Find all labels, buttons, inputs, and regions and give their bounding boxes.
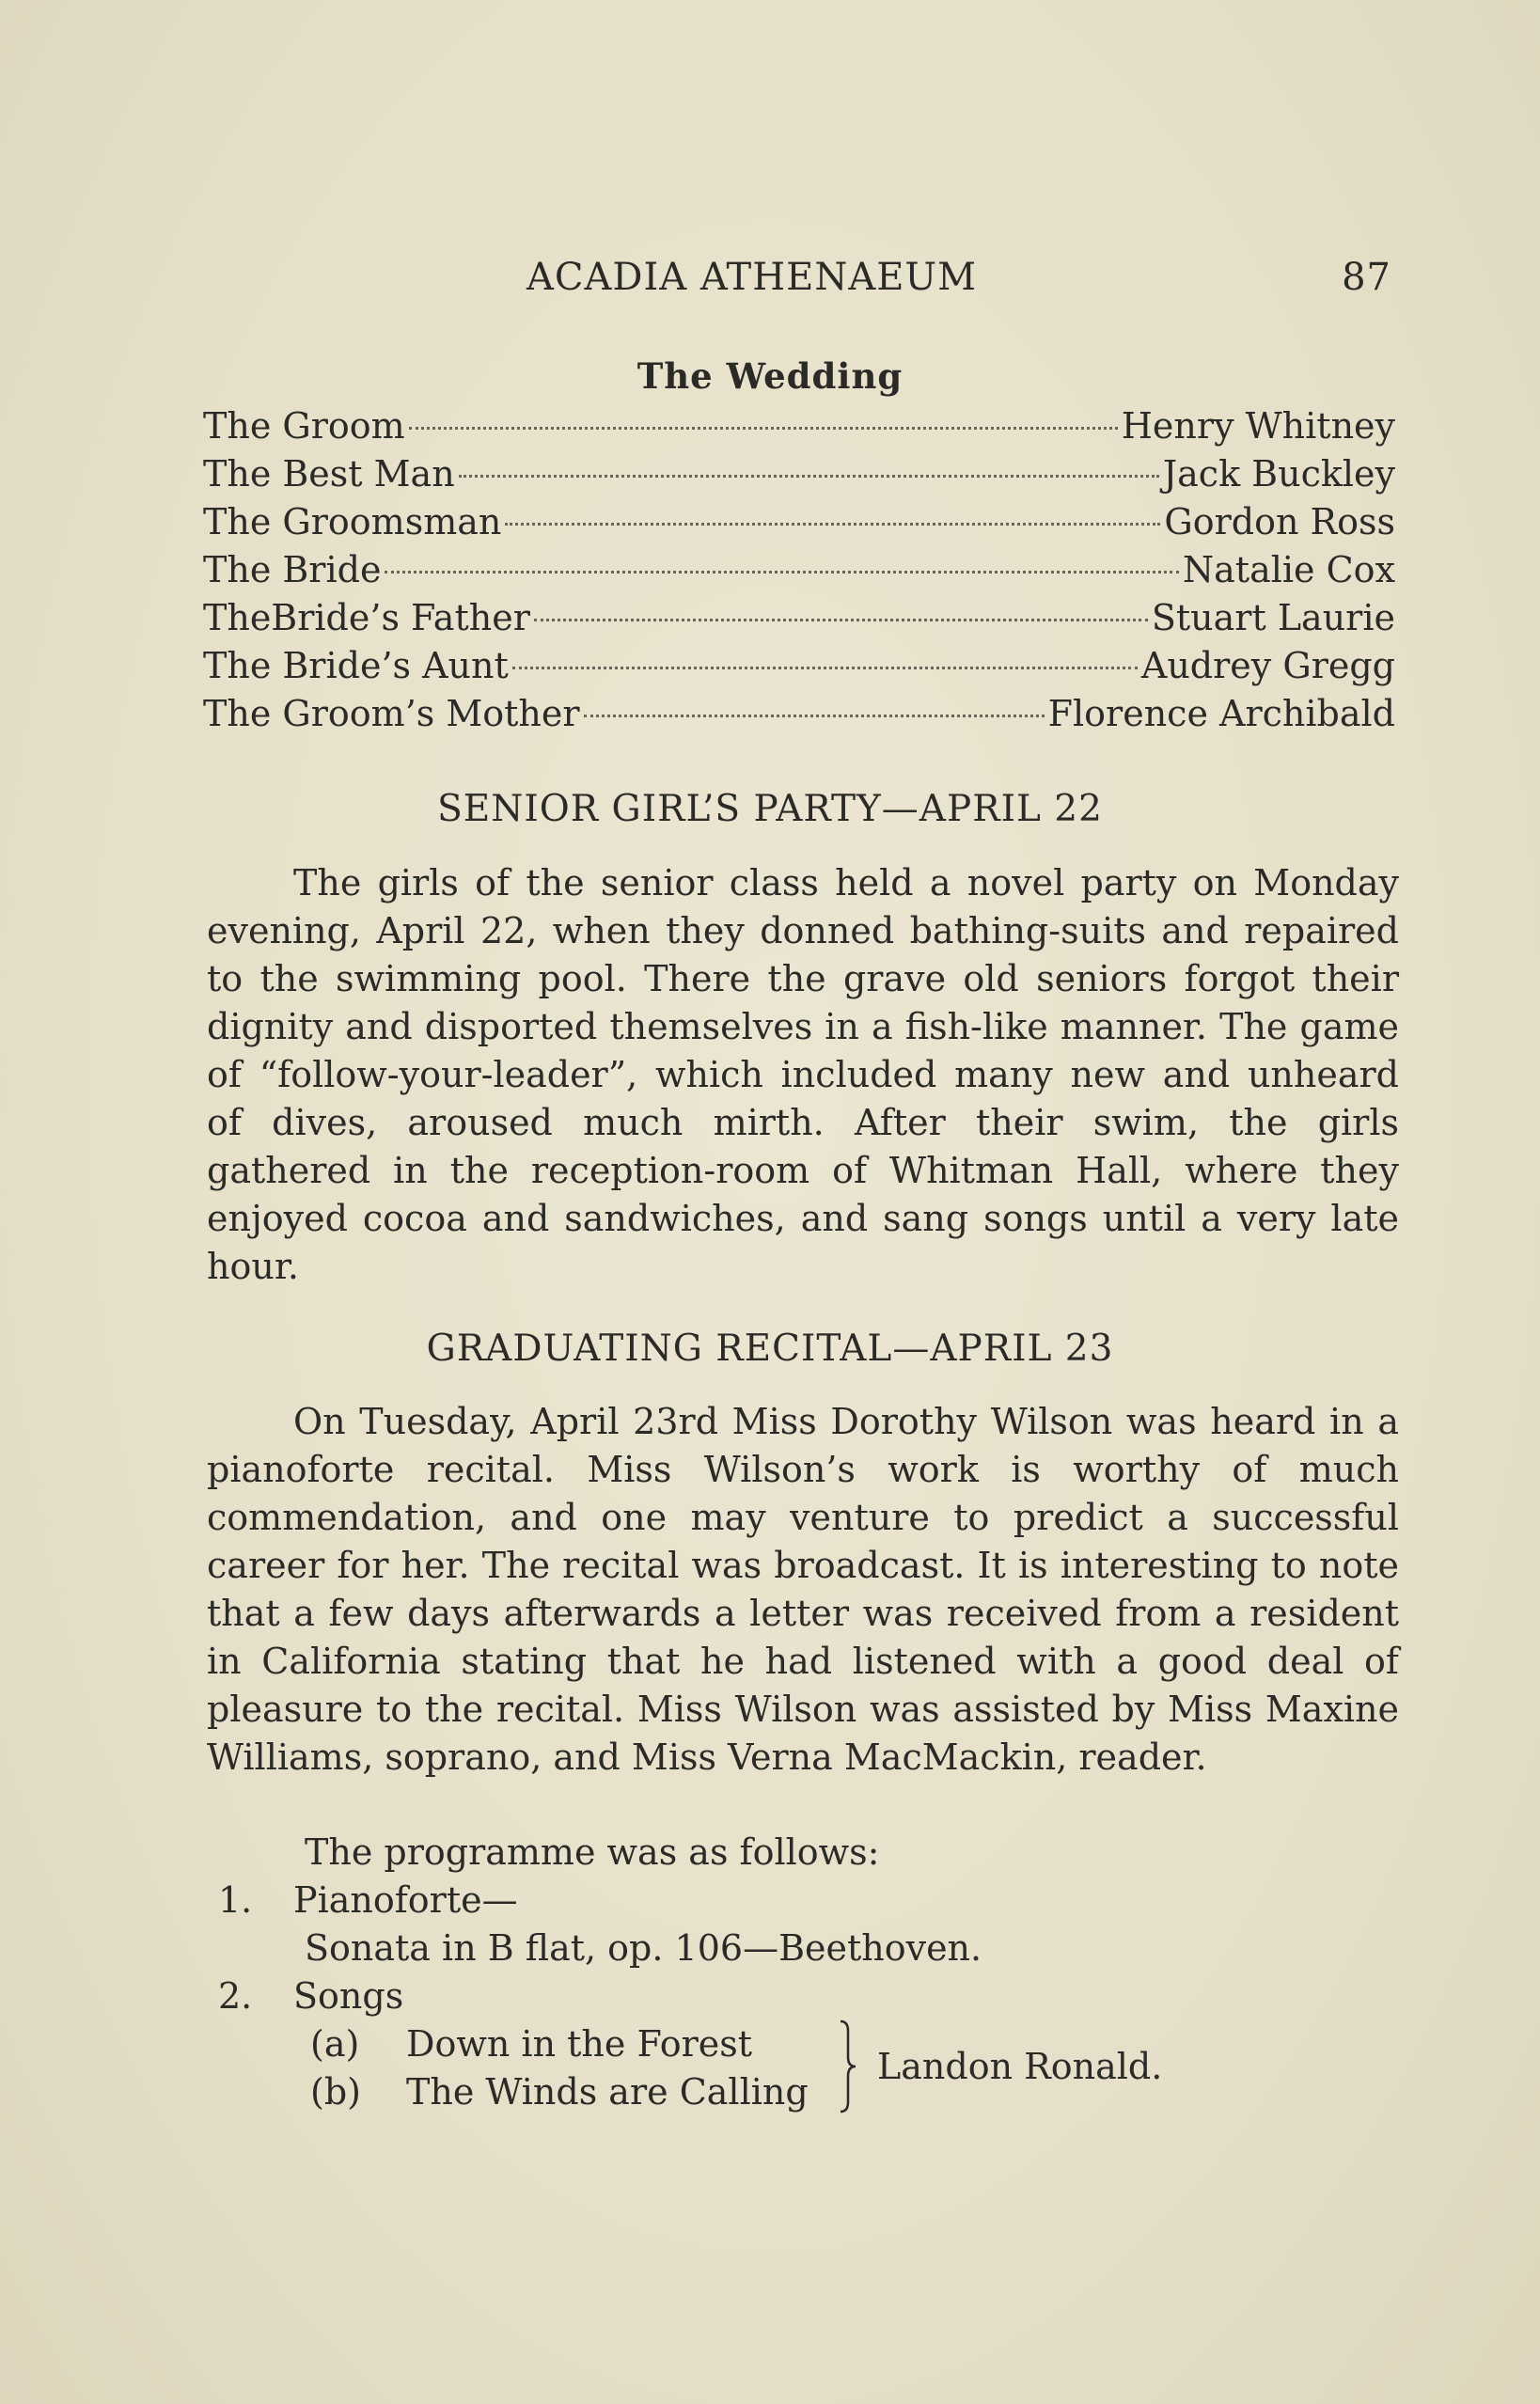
song-line — [207, 2020, 1399, 2068]
cast-actor: Audrey Gregg — [1140, 645, 1395, 686]
song-title: The Winds are Calling — [406, 2071, 809, 2113]
cast-row — [203, 498, 1395, 546]
running-title: ACADIA ATHENAEUM — [526, 256, 978, 299]
programme-intro: The programme was as follows: — [305, 1831, 880, 1873]
cast-role: The Bride’s Aunt — [203, 645, 509, 686]
cast-row — [203, 594, 1395, 642]
cast-row — [203, 402, 1395, 450]
programme-item — [207, 1972, 1399, 2020]
leader-dots — [534, 619, 1148, 621]
cast-row — [203, 546, 1395, 594]
song-label: (a) — [310, 2023, 360, 2065]
cast-actor: Natalie Cox — [1182, 549, 1395, 590]
cast-list — [203, 402, 1395, 738]
programme-item — [207, 1877, 1399, 1925]
cast-actor: Stuart Laurie — [1151, 597, 1395, 638]
cast-role: The Groom — [203, 405, 405, 447]
wedding-title: The Wedding — [636, 355, 904, 397]
cast-actor: Florence Archibald — [1047, 693, 1395, 734]
cast-role: TheBride’s Father — [203, 597, 530, 638]
leader-dots — [459, 475, 1159, 478]
item-number: 2. — [218, 1975, 253, 2017]
right-brace-icon — [839, 2019, 859, 2113]
senior-party-text: The girls of the senior class held a novel party on Monday evening, April 22, when they donned bathing-suits and repaired to the swimming pool. There the grave old seniors forgot their dignity and disported themselves in a fish-like manner. The game of “follow-your-leader”, which included many new and unheard of dives, aroused much mirth. After their swim, the girls gathered in the reception-room of Whitman Hall, where they enjoyed cocoa and sandwiches, and sang songs until a very late hour. — [207, 862, 1399, 1287]
leader-dots — [505, 523, 1160, 526]
cast-row — [203, 450, 1395, 498]
cast-actor: Gordon Ross — [1164, 501, 1395, 542]
programme-item-detail — [207, 1925, 1399, 1972]
leader-dots — [409, 427, 1118, 430]
page-number: 87 — [1342, 256, 1391, 299]
cast-role: The Groom’s Mother — [203, 693, 580, 734]
page-header — [526, 256, 1391, 312]
song-title: Down in the Forest — [406, 2023, 753, 2065]
item-title: Songs — [293, 1975, 404, 2017]
leader-dots — [385, 571, 1178, 574]
cast-row — [203, 690, 1395, 738]
recital-paragraph — [207, 1398, 1399, 1782]
item-detail: Sonata in B flat, op. 106—Beethoven. — [305, 1927, 982, 1969]
songs-composer: Landon Ronald. — [877, 2046, 1163, 2087]
senior-party-paragraph — [207, 859, 1399, 1291]
cast-actor: Jack Buckley — [1162, 453, 1395, 495]
leader-dots — [512, 667, 1138, 669]
cast-actor: Henry Whitney — [1121, 405, 1395, 447]
cast-role: The Best Man — [203, 453, 455, 495]
cast-row — [203, 642, 1395, 690]
song-label: (b) — [310, 2071, 361, 2113]
recital-heading: GRADUATING RECITAL—APRIL 23 — [426, 1328, 1114, 1370]
programme — [207, 1829, 1399, 2116]
senior-party-heading: SENIOR GIRL’S PARTY—APRIL 22 — [437, 788, 1103, 830]
item-title: Pianoforte— — [293, 1879, 518, 1921]
programme-intro-line — [207, 1829, 1399, 1877]
song-line — [207, 2068, 1399, 2116]
recital-text: On Tuesday, April 23rd Miss Dorothy Wilson was heard in a pianoforte recital. Miss Wilson’s work is worthy of much commendation, and one may venture to predict a successful career for her. The recital was broadcast. It is interesting to note that a few days afterwards a letter was received from a resident in California stating that he had listened with a good deal of pleasure to the recital. Miss Wilson was assisted by Miss Maxine Williams, soprano, and Miss Verna MacMackin, reader. — [207, 1401, 1399, 1778]
cast-role: The Bride — [203, 549, 382, 590]
item-number: 1. — [218, 1879, 253, 1921]
cast-role: The Groomsman — [203, 501, 502, 542]
leader-dots — [584, 715, 1045, 717]
